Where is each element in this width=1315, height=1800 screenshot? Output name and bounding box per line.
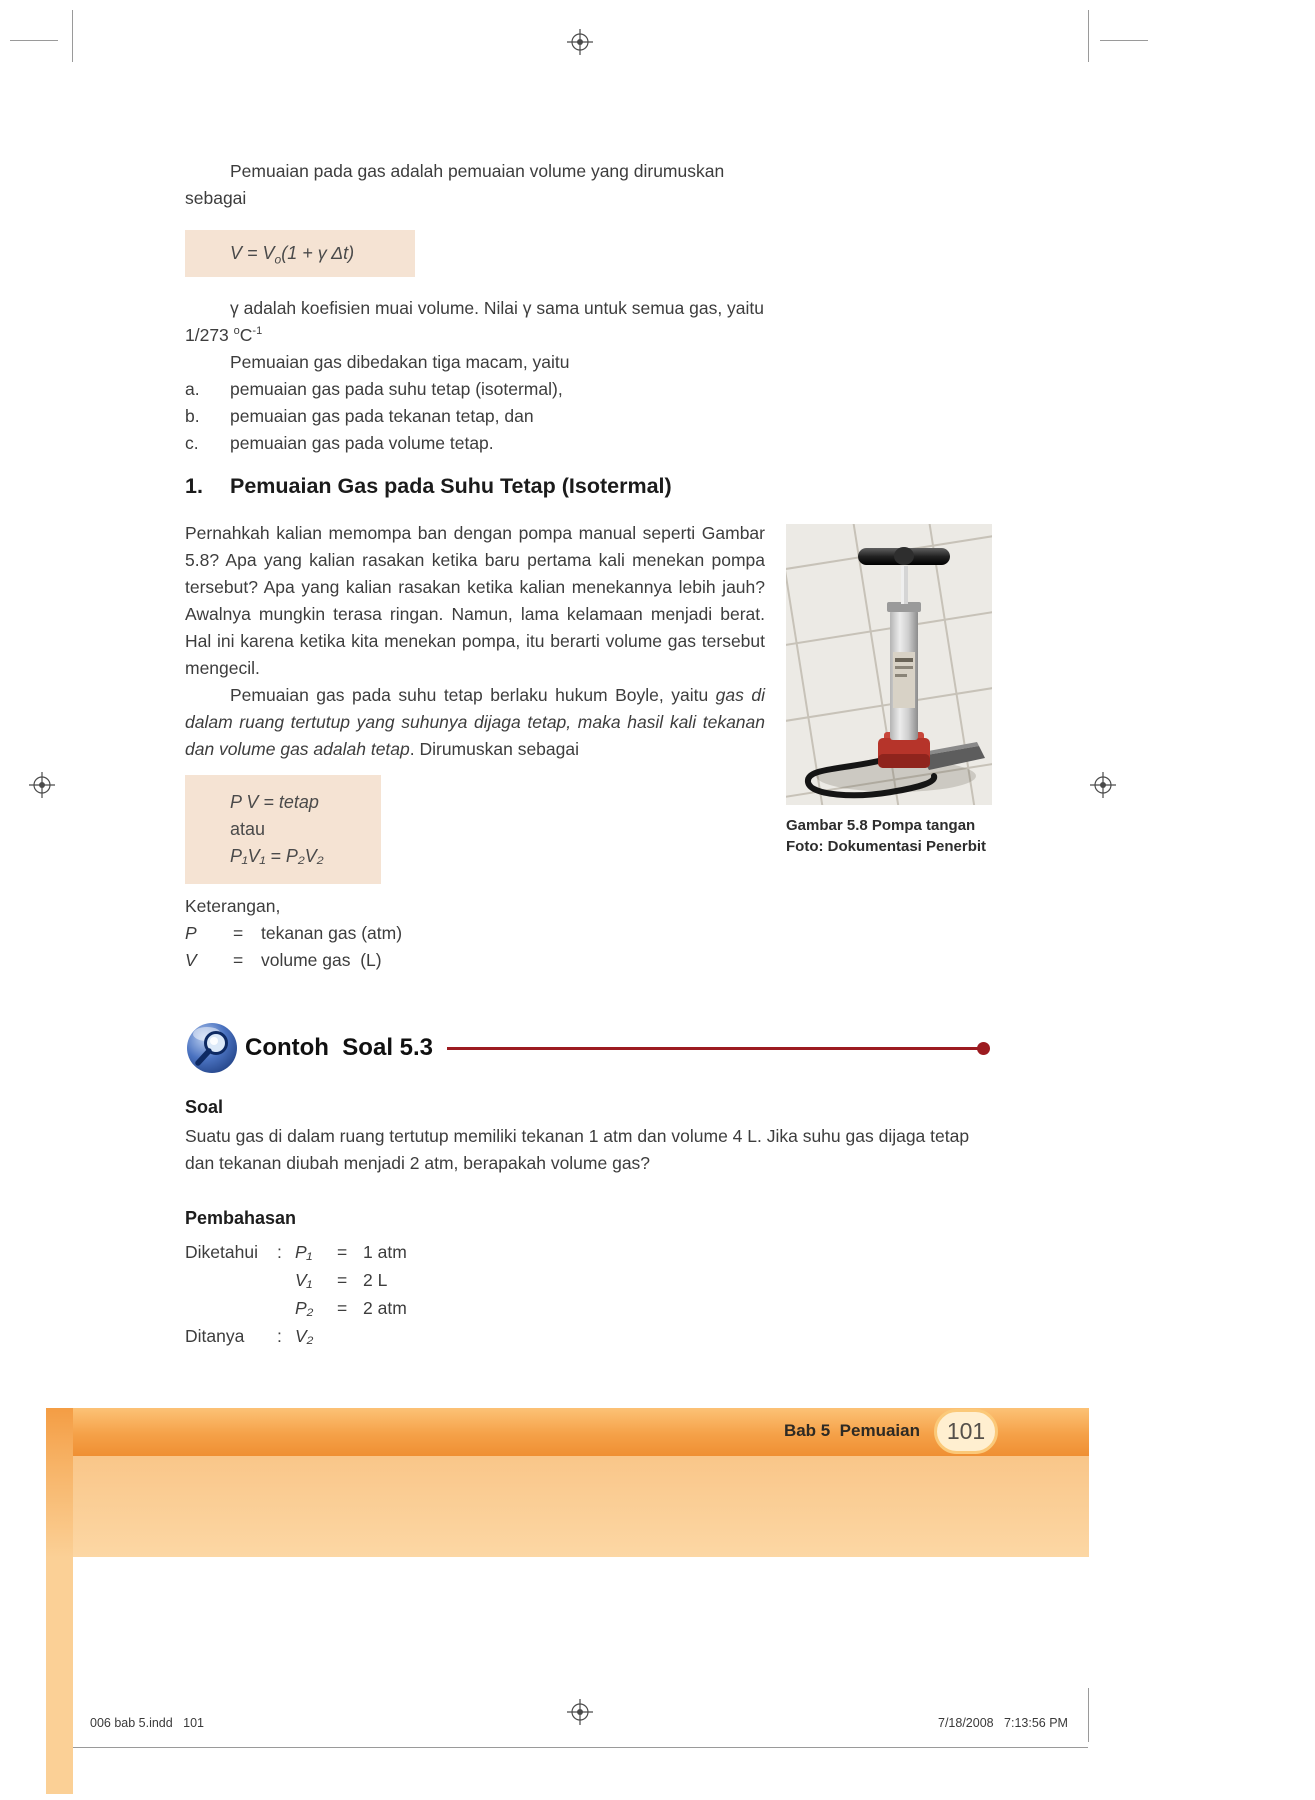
keterangan-block [185, 893, 605, 974]
formula-boyle-line1: P V = tetap [230, 792, 319, 812]
gas-types-list [185, 376, 770, 457]
formula-box-gas-volume [185, 230, 415, 277]
intro-paragraph: Pemuaian pada gas adalah pemuaian volume yang dirumuskan sebagai [185, 161, 725, 208]
rule-line [447, 1047, 978, 1050]
keterangan-description: volume gas (L) [261, 950, 382, 970]
footer-light-block [73, 1456, 1089, 1557]
boyle-paragraph [185, 682, 765, 763]
page-number-badge [934, 1409, 998, 1454]
section-heading [185, 474, 672, 499]
solution-equals: = [337, 1270, 348, 1290]
degree-superscript: o [233, 325, 240, 338]
keterangan-description: tekanan gas (atm) [261, 923, 403, 943]
keterangan-row [185, 947, 605, 974]
list-item [185, 403, 770, 430]
list-item-label: c. [185, 433, 199, 453]
formula-volume-subscript: o [274, 252, 282, 267]
figure-pump [786, 524, 992, 857]
boyle-text-end: . Dirumuskan sebagai [409, 739, 579, 759]
solution-symbol: P₁ [295, 1242, 313, 1262]
solution-symbol: V₂ [295, 1326, 314, 1346]
footer-left-strip [46, 1408, 73, 1794]
registration-mark-left [29, 772, 55, 798]
list-item [185, 430, 770, 457]
solution-value: 1 atm [363, 1242, 407, 1262]
figure-caption-title: Gambar 5.8 Pompa tangan [786, 817, 976, 834]
formula-volume-rhs: (1 + γ Δt) [281, 243, 355, 263]
solution-colon: : [277, 1242, 282, 1262]
solution-value: 2 atm [363, 1298, 407, 1318]
solution-row [185, 1322, 990, 1350]
list-item-label: a. [185, 379, 200, 399]
soal-text: Suatu gas di dalam ruang tertutup memiliki tekanan 1 atm dan volume 4 L. Jika suhu gas dijaga tetap dan tekanan diubah menjadi 2 atm, berapakah volume gas? [185, 1126, 970, 1173]
crop-mark-top-right-h [1100, 40, 1148, 41]
solution-equals: = [337, 1242, 348, 1262]
crop-mark-bottom-h [73, 1747, 1088, 1748]
solution-symbol: P₂ [295, 1298, 314, 1318]
figure-caption [786, 815, 992, 857]
list-item-label: b. [185, 406, 200, 426]
rule-end-dot [977, 1042, 990, 1055]
soal-label: Soal [185, 1097, 224, 1117]
solution-rows [185, 1238, 990, 1350]
boyle-text-italic: gas di dalam ruang tertutup yang suhunya dijaga tetap, maka hasil kali tekanan dan volume gas adalah tetap [185, 685, 765, 759]
list-item-text: pemuaian gas pada suhu tetap (isotermal), [230, 379, 563, 399]
pump-paragraph: Pernahkah kalian memompa ban dengan pompa manual seperti Gambar 5.8? Apa yang kalian rasakan ketika baru pertama kali menekan pompa tersebut? Apa yang kalian rasakan ketika kalian menekannya lebih jauh? Awalnya mungkin terasa ringan. Namun, lama kelamaan menjadi berat. Hal ini karena ketika kita menekan pompa, itu berarti volume gas tersebut mengecil. [185, 523, 765, 678]
intro-section [185, 158, 770, 457]
crop-mark-top-left-h [10, 40, 58, 41]
registration-mark-right [1090, 772, 1116, 798]
solution-equals [337, 1322, 363, 1350]
contoh-soal-header [185, 1020, 990, 1076]
solution-label: Ditanya [185, 1326, 245, 1346]
print-info-left: 006 bab 5.indd 101 [90, 1716, 204, 1730]
solution-colon [277, 1266, 295, 1294]
keterangan-symbol: P [185, 923, 197, 943]
solution-symbol: V₁ [295, 1270, 313, 1290]
formula-box-boyle [185, 775, 381, 884]
solution-colon: : [277, 1326, 282, 1346]
crop-mark-bottom-right-v [1088, 1688, 1089, 1742]
keterangan-equals: = [233, 950, 244, 970]
boyle-text-normal: Pemuaian gas pada suhu tetap berlaku hukum Boyle, yaitu [230, 685, 716, 705]
solution-label: Diketahui [185, 1242, 258, 1262]
formula-volume-lhs: V = V [230, 243, 275, 263]
crop-mark-top-left-v [72, 10, 73, 62]
formula-boyle-line2: atau [230, 819, 266, 839]
registration-mark-bottom [567, 1699, 593, 1725]
solution-row [185, 1294, 990, 1322]
crop-mark-top-right-v [1088, 10, 1089, 62]
celsius-symbol: C [239, 325, 253, 345]
keterangan-row [185, 920, 605, 947]
page-number: 101 [946, 1418, 986, 1444]
figure-caption-credit: Foto: Dokumentasi Penerbit [786, 838, 987, 855]
solution-row [185, 1238, 990, 1266]
list-item-text: pemuaian gas pada volume tetap. [230, 433, 494, 453]
gamma-paragraph [185, 295, 770, 349]
pembahasan-label: Pembahasan [185, 1208, 297, 1228]
solution-colon [277, 1294, 295, 1322]
solution-value: 2 L [363, 1270, 388, 1290]
pump-photo [786, 524, 992, 805]
contoh-soal-title: Contoh Soal 5.3 [245, 1034, 434, 1061]
keterangan-equals: = [233, 923, 244, 943]
gamma-text: γ adalah koefisien muai volume. Nilai γ sama untuk semua gas, yaitu 1/273 [185, 298, 765, 345]
exponent-superscript: -1 [252, 325, 263, 338]
section-number: 1. [185, 474, 203, 498]
keterangan-title: Keterangan, [185, 896, 281, 916]
gas-types-intro: Pemuaian gas dibedakan tiga macam, yaitu [230, 352, 570, 372]
solution-value [363, 1322, 990, 1350]
pump-illustration [786, 524, 992, 805]
solution-equals: = [337, 1298, 348, 1318]
section-title: Pemuaian Gas pada Suhu Tetap (Isotermal) [230, 474, 672, 498]
keterangan-symbol: V [185, 950, 197, 970]
body-column [185, 520, 765, 884]
footer-chapter-title: Bab 5 Pemuaian [783, 1421, 920, 1440]
contoh-soal-rule [447, 1042, 990, 1055]
list-item [185, 376, 770, 403]
solution-label [185, 1294, 277, 1322]
magnifier-icon [185, 1021, 239, 1075]
print-info-right: 7/18/2008 7:13:56 PM [938, 1716, 1068, 1730]
solution-row [185, 1266, 990, 1294]
contoh-soal-block [185, 1020, 990, 1350]
registration-mark-top [567, 29, 593, 55]
solution-label [185, 1266, 277, 1294]
list-item-text: pemuaian gas pada tekanan tetap, dan [230, 406, 534, 426]
formula-boyle-line3: P₁V₁ = P₂V₂ [230, 846, 324, 866]
